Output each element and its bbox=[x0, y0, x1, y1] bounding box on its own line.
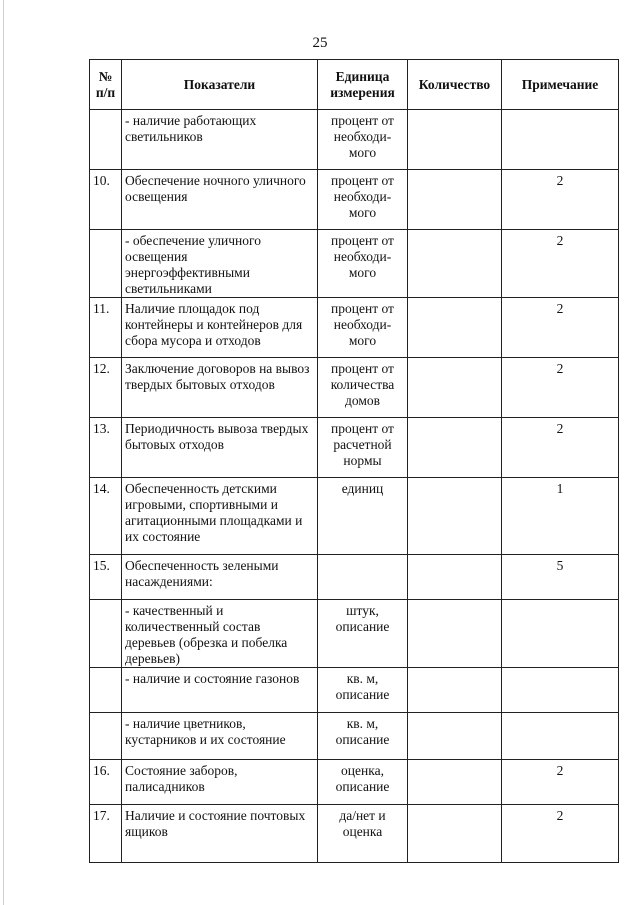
row-note: 2 bbox=[502, 170, 619, 230]
row-qty bbox=[408, 298, 502, 358]
row-note: 2 bbox=[502, 358, 619, 418]
row-indicator: - наличие работающих светильников bbox=[122, 110, 318, 170]
table-row bbox=[90, 170, 619, 230]
row-num bbox=[90, 230, 122, 298]
table-row bbox=[90, 668, 619, 713]
row-qty bbox=[408, 170, 502, 230]
row-indicator: - наличие и состояние газонов bbox=[122, 668, 318, 713]
row-qty bbox=[408, 358, 502, 418]
row-note: 2 bbox=[502, 418, 619, 478]
row-num bbox=[90, 713, 122, 760]
row-indicator: - наличие цветников, кустарников и их состояние bbox=[122, 713, 318, 760]
row-qty bbox=[408, 600, 502, 668]
row-note bbox=[502, 668, 619, 713]
row-note bbox=[502, 600, 619, 668]
row-qty bbox=[408, 418, 502, 478]
row-indicator: Состояние заборов, палисадников bbox=[122, 760, 318, 805]
row-num: 17. bbox=[90, 805, 122, 863]
header-unit: Единица измерения bbox=[318, 60, 408, 110]
row-unit: процент от необходи-мого bbox=[318, 230, 408, 298]
row-indicator: - качественный и количественный состав деревьев (обрезка и побелка деревьев) bbox=[122, 600, 318, 668]
row-unit: единиц bbox=[318, 478, 408, 555]
row-indicator: Заключение договоров на вывоз твердых бытовых отходов bbox=[122, 358, 318, 418]
row-unit: процент от необходи-мого bbox=[318, 170, 408, 230]
row-unit: да/нет и оценка bbox=[318, 805, 408, 863]
header-num: № п/п bbox=[90, 60, 122, 110]
row-qty bbox=[408, 478, 502, 555]
header-note: Примечание bbox=[502, 60, 619, 110]
table-header-row bbox=[90, 60, 619, 110]
row-num bbox=[90, 110, 122, 170]
header-qty: Количество bbox=[408, 60, 502, 110]
row-unit: процент от расчетной нормы bbox=[318, 418, 408, 478]
scan-edge-line bbox=[3, 0, 4, 905]
row-unit bbox=[318, 555, 408, 600]
row-unit: штук, описание bbox=[318, 600, 408, 668]
row-note: 2 bbox=[502, 805, 619, 863]
table-row bbox=[90, 230, 619, 298]
row-indicator: Наличие площадок под контейнеры и контейнеров для сбора мусора и отходов bbox=[122, 298, 318, 358]
row-unit: кв. м, описание bbox=[318, 713, 408, 760]
table-row bbox=[90, 298, 619, 358]
table-row bbox=[90, 713, 619, 760]
table-row bbox=[90, 555, 619, 600]
row-indicator: Периодичность вывоза твердых бытовых отходов bbox=[122, 418, 318, 478]
row-note: 2 bbox=[502, 230, 619, 298]
row-num: 15. bbox=[90, 555, 122, 600]
row-qty bbox=[408, 668, 502, 713]
row-unit: кв. м, описание bbox=[318, 668, 408, 713]
row-unit: процент от необходи-мого bbox=[318, 110, 408, 170]
row-num: 14. bbox=[90, 478, 122, 555]
table-row bbox=[90, 110, 619, 170]
row-qty bbox=[408, 555, 502, 600]
indicators-table bbox=[89, 59, 619, 863]
row-qty bbox=[408, 805, 502, 863]
row-num: 10. bbox=[90, 170, 122, 230]
row-num: 12. bbox=[90, 358, 122, 418]
row-note: 2 bbox=[502, 298, 619, 358]
row-num bbox=[90, 600, 122, 668]
table-row bbox=[90, 418, 619, 478]
row-indicator: Наличие и состояние почтовых ящиков bbox=[122, 805, 318, 863]
row-num: 16. bbox=[90, 760, 122, 805]
row-note: 5 bbox=[502, 555, 619, 600]
row-note: 1 bbox=[502, 478, 619, 555]
row-qty bbox=[408, 713, 502, 760]
row-note: 2 bbox=[502, 760, 619, 805]
row-note bbox=[502, 110, 619, 170]
table-row bbox=[90, 358, 619, 418]
table-row bbox=[90, 478, 619, 555]
row-qty bbox=[408, 110, 502, 170]
row-indicator: Обеспечение ночного уличного освещения bbox=[122, 170, 318, 230]
row-indicator: - обеспечение уличного освещения энергоэффективными светильниками bbox=[122, 230, 318, 298]
row-indicator: Обеспеченность зелеными насаждениями: bbox=[122, 555, 318, 600]
row-indicator: Обеспеченность детскими игровыми, спортивными и агитационными площадками и их состояние bbox=[122, 478, 318, 555]
table-row bbox=[90, 600, 619, 668]
page-number: 25 bbox=[312, 35, 328, 51]
row-unit: оценка, описание bbox=[318, 760, 408, 805]
row-note bbox=[502, 713, 619, 760]
row-num: 11. bbox=[90, 298, 122, 358]
header-name: Показатели bbox=[122, 60, 318, 110]
table-row bbox=[90, 805, 619, 863]
row-qty bbox=[408, 230, 502, 298]
row-unit: процент от необходи-мого bbox=[318, 298, 408, 358]
table-row bbox=[90, 760, 619, 805]
row-qty bbox=[408, 760, 502, 805]
row-num bbox=[90, 668, 122, 713]
row-num: 13. bbox=[90, 418, 122, 478]
row-unit: процент от количества домов bbox=[318, 358, 408, 418]
